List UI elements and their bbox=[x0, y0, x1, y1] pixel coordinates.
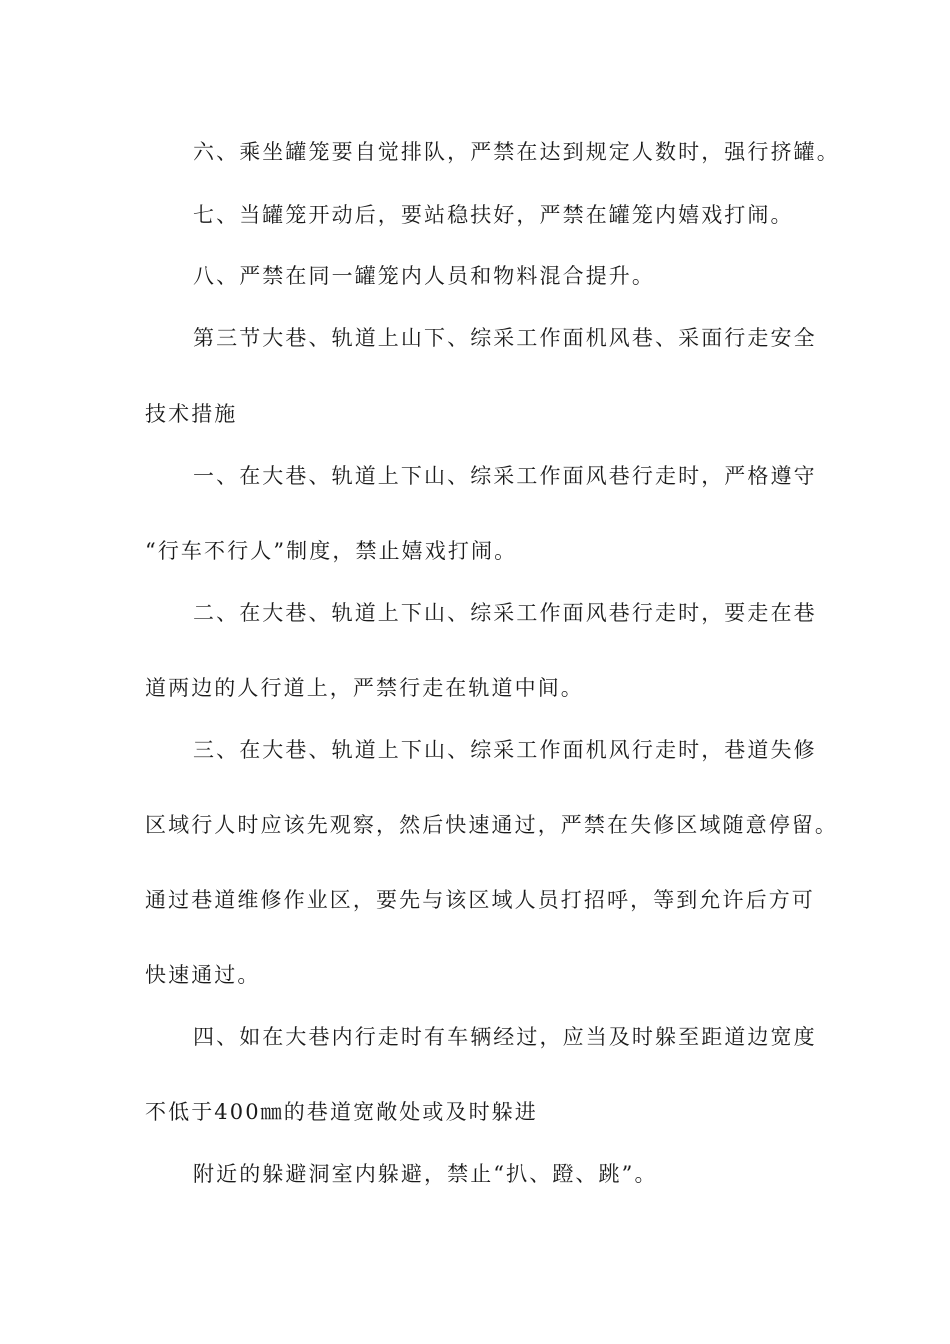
text-line-item-3-c: 通过巷道维修作业区，要先与该区域人员打招呼，等到允许后方可 bbox=[145, 888, 815, 912]
text-line-item-1-b: “行车不行人”制度，禁止嬉戏打闹。 bbox=[145, 539, 518, 563]
text-line-rule-8: 八、严禁在同一罐笼内人员和物料混合提升。 bbox=[193, 264, 655, 288]
text-line-item-4-b: 不低于400㎜的巷道宽敞处或及时躲进 bbox=[145, 1100, 538, 1124]
text-line-rule-6: 六、乘坐罐笼要自觉排队，严禁在达到规定人数时，强行挤罐。 bbox=[193, 140, 840, 164]
text-line-item-3-b: 区域行人时应该先观察，然后快速通过，严禁在失修区域随意停留。 bbox=[145, 813, 838, 837]
text-line-item-1-a: 一、在大巷、轨道上下山、综采工作面风巷行走时，严格遵守 bbox=[193, 464, 817, 488]
section-heading-line-2: 技术措施 bbox=[145, 402, 238, 426]
text-line-item-3-d: 快速通过。 bbox=[145, 963, 261, 987]
text-line-item-2-a: 二、在大巷、轨道上下山、综采工作面风巷行走时，要走在巷 bbox=[193, 601, 817, 625]
text-line-item-2-b: 道两边的人行道上，严禁行走在轨道中间。 bbox=[145, 676, 584, 700]
text-line-rule-7: 七、当罐笼开动后，要站稳扶好，严禁在罐笼内嬉戏打闹。 bbox=[193, 203, 794, 227]
text-line-item-4-a: 四、如在大巷内行走时有车辆经过，应当及时躲至距道边宽度 bbox=[193, 1025, 817, 1049]
section-heading-line-1: 第三节大巷、轨道上山下、综采工作面机风巷、采面行走安全 bbox=[193, 326, 817, 350]
text-line-item-4-c: 附近的躲避洞室内躲避，禁止“扒、蹬、跳”。 bbox=[193, 1162, 658, 1186]
text-line-item-3-a: 三、在大巷、轨道上下山、综采工作面机风行走时，巷道失修 bbox=[193, 738, 817, 762]
